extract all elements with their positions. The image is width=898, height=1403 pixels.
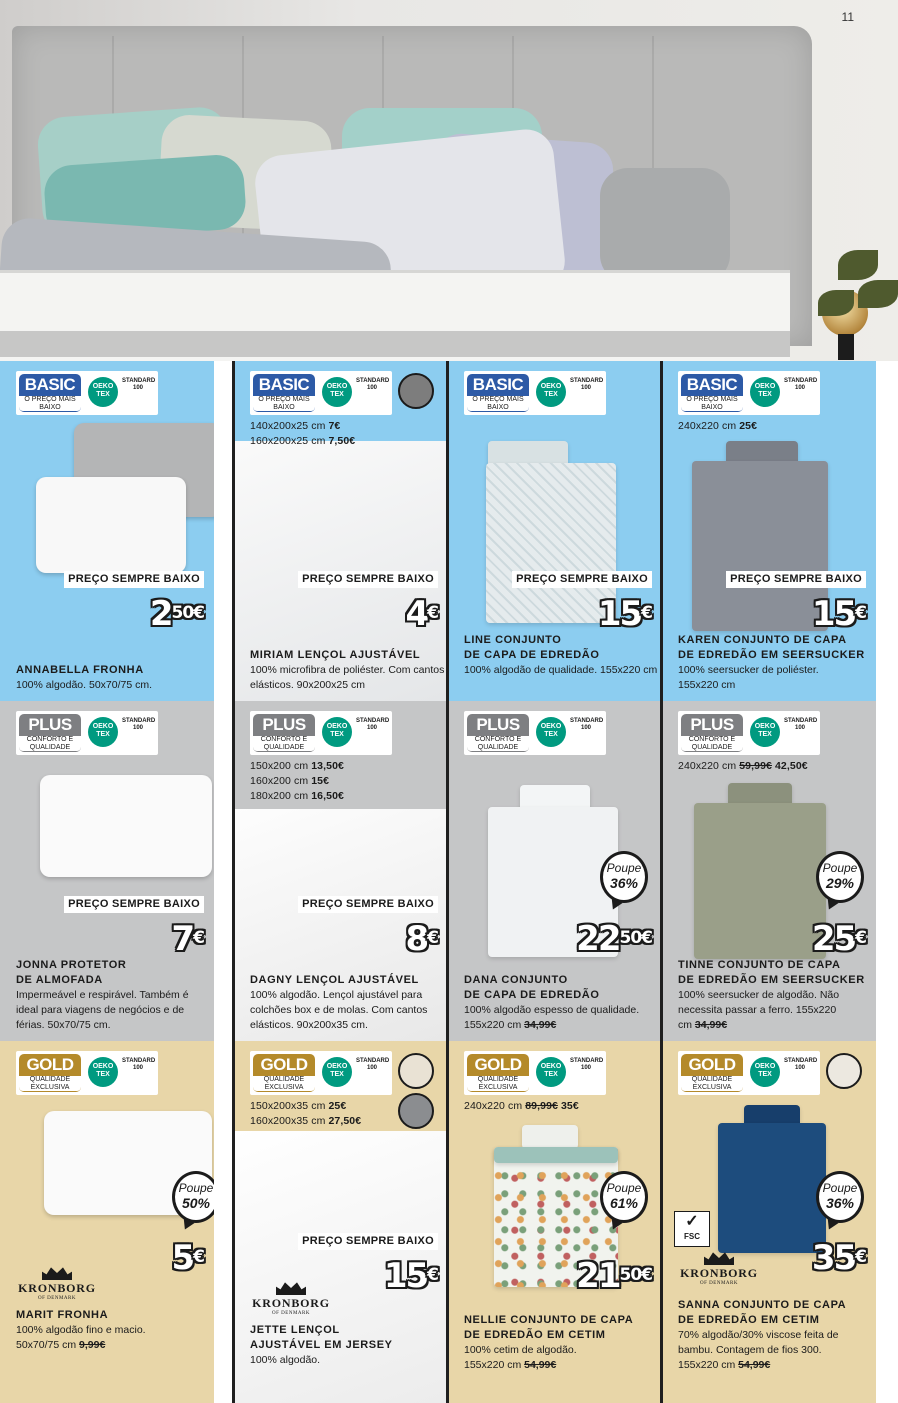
- product-title: DANA CONJUNTO: [464, 974, 568, 986]
- product-title-line2: AJUSTÁVEL EM JERSEY: [250, 1339, 393, 1351]
- oeko-tex-icon: OEKO TEX: [536, 717, 566, 747]
- product-card-jette[interactable]: [234, 1041, 448, 1403]
- color-swatch-cream[interactable]: [826, 1053, 862, 1089]
- product-card-tinne[interactable]: [662, 701, 876, 1041]
- tier-label-plus: PLUS CONFORTO E QUALIDADE OEKO TEX STANDARD 100: [678, 711, 820, 755]
- price: $2^{50€}$: [149, 594, 204, 634]
- tier-label-basic: BASIC O PREÇO MAIS BAIXO OEKO TEX STANDARD 100: [464, 371, 606, 415]
- product-card-karen[interactable]: [662, 361, 876, 701]
- product-title: KAREN CONJUNTO DE CAPA: [678, 634, 847, 646]
- tier-label-gold: GOLD QUALIDADE EXCLUSIVA OEKO TEX STANDARD 100: [464, 1051, 606, 1095]
- product-card-jonna[interactable]: [0, 701, 214, 1041]
- product-desc: 100% algodão. Lençol ajustável para colchões box e de molas. Com cantos elásticos. 90x200x35 cm.: [250, 989, 428, 1031]
- price: 15€: [811, 594, 866, 634]
- product-title-line2: DE CAPA DE EDREDÃO: [464, 989, 600, 1001]
- product-desc: 100% algodão de qualidade. 155x220 cm: [464, 664, 658, 676]
- discount-badge: Poupe 36%: [816, 1171, 864, 1223]
- tier-label-plus: PLUS CONFORTO E QUALIDADE OEKO TEX STANDARD 100: [464, 711, 606, 755]
- discount-badge: Poupe 50%: [172, 1171, 214, 1223]
- tier-label-basic: BASIC O PREÇO MAIS BAIXO OEKO TEX STANDARD 100: [678, 371, 820, 415]
- pillow-grey: [600, 168, 730, 283]
- price: $22^{50€}$: [576, 919, 652, 959]
- product-title-line2: DE EDREDÃO EM CETIM: [678, 1314, 820, 1326]
- product-title: JETTE LENÇOL: [250, 1324, 340, 1336]
- hero-photo: [0, 0, 898, 361]
- product-title: JONNA PROTETOR: [16, 959, 127, 971]
- column-divider: [232, 361, 235, 1403]
- price-ribbon: PREÇO SEMPRE BAIXO: [726, 571, 866, 588]
- product-desc: 100% algodão fino e macio. 50x70/75 cm 9,99€: [16, 1324, 146, 1351]
- size-variants: 150x200 cm 13,50€ 160x200 cm 15€ 180x200 cm 16,50€: [250, 760, 344, 802]
- product-title: TINNE CONJUNTO DE CAPA: [678, 959, 841, 971]
- product-desc: 100% algodão.: [250, 1354, 321, 1366]
- kronborg-logo: KRONBORG OF DENMARK: [246, 1281, 336, 1316]
- product-title: DAGNY LENÇOL AJUSTÁVEL: [250, 974, 419, 986]
- price: $21^{50€}$: [576, 1256, 652, 1296]
- product-desc: 100% algodão espesso de qualidade. 155x220 cm 34,99€: [464, 1004, 640, 1031]
- price: 15€: [383, 1256, 438, 1296]
- product-card-line[interactable]: [448, 361, 662, 701]
- price: 7€: [171, 919, 204, 959]
- product-title: MIRIAM LENÇOL AJUSTÁVEL: [250, 649, 421, 661]
- price-ribbon: PREÇO SEMPRE BAIXO: [64, 896, 204, 913]
- product-card-annabella[interactable]: [0, 361, 214, 701]
- mattress: [0, 270, 790, 361]
- product-card-sanna[interactable]: [662, 1041, 876, 1403]
- size-variants: 140x200x25 cm 7€ 160x200x25 cm 7,50€: [250, 420, 356, 447]
- tier-label-plus: PLUS CONFORTO E QUALIDADE OEKO TEX STANDARD 100: [16, 711, 158, 755]
- tier-label-plus: PLUS CONFORTO E QUALIDADE OEKO TEX STANDARD 100: [250, 711, 392, 755]
- product-desc: 100% seersucker de poliéster. 155x220 cm: [678, 664, 819, 691]
- color-swatch-grey[interactable]: [398, 1093, 434, 1129]
- oeko-tex-icon: OEKO TEX: [322, 717, 352, 747]
- column-divider: [660, 361, 663, 1403]
- oeko-tex-icon: OEKO TEX: [88, 377, 118, 407]
- oeko-tex-icon: OEKO TEX: [88, 1057, 118, 1087]
- oeko-tex-icon: OEKO TEX: [536, 377, 566, 407]
- kronborg-logo: KRONBORG OF DENMARK: [12, 1266, 102, 1301]
- fsc-logo: ✓ FSC: [674, 1211, 710, 1247]
- product-card-miriam[interactable]: [234, 361, 448, 701]
- product-desc: Impermeável e respirável. Também é ideal para viagens de negócios e de férias. 50x70/75 cm.: [16, 989, 189, 1031]
- discount-badge: Poupe 36%: [600, 851, 648, 903]
- oeko-tex-icon: OEKO TEX: [88, 717, 118, 747]
- column-divider: [446, 361, 449, 1403]
- product-title: ANNABELLA FRONHA: [16, 664, 144, 676]
- tier-label-gold: GOLD QUALIDADE EXCLUSIVA OEKO TEX STANDARD 100: [250, 1051, 392, 1095]
- product-card-dagny[interactable]: [234, 701, 448, 1041]
- color-swatch-grey[interactable]: [398, 373, 434, 409]
- size-variants: 240x220 cm 25€: [678, 420, 758, 432]
- oeko-tex-icon: OEKO TEX: [750, 377, 780, 407]
- discount-badge: Poupe 29%: [816, 851, 864, 903]
- product-title-line2: DE EDREDÃO EM SEERSUCKER: [678, 974, 865, 986]
- oeko-tex-icon: OEKO TEX: [536, 1057, 566, 1087]
- price: 35€: [811, 1238, 866, 1278]
- size-variants: 150x200x35 cm 25€ 160x200x35 cm 27,50€: [250, 1100, 362, 1127]
- product-desc: 70% algodão/30% viscose feita de bambu. Contagem de fios 300. 155x220 cm 54,99€: [678, 1329, 839, 1371]
- price-ribbon: PREÇO SEMPRE BAIXO: [298, 896, 438, 913]
- size-variants: 240x220 cm 59,99€ 42,50€: [678, 760, 808, 772]
- oeko-tex-icon: OEKO TEX: [322, 377, 352, 407]
- product-desc: 100% algodão. 50x70/75 cm.: [16, 679, 153, 691]
- product-title: NELLIE CONJUNTO DE CAPA: [464, 1314, 634, 1326]
- product-title-line2: DE CAPA DE EDREDÃO: [464, 649, 600, 661]
- tier-label-basic: BASIC O PREÇO MAIS BAIXO OEKO TEX STANDARD 100: [16, 371, 158, 415]
- price: 15€: [597, 594, 652, 634]
- kronborg-logo: KRONBORG OF DENMARK: [674, 1251, 764, 1286]
- tier-label-gold: GOLD QUALIDADE EXCLUSIVA OEKO TEX STANDARD 100: [678, 1051, 820, 1095]
- price: 25€: [811, 919, 866, 959]
- price-ribbon: PREÇO SEMPRE BAIXO: [64, 571, 204, 588]
- product-card-nellie[interactable]: [448, 1041, 662, 1403]
- product-title: MARIT FRONHA: [16, 1309, 109, 1321]
- price-ribbon: PREÇO SEMPRE BAIXO: [298, 571, 438, 588]
- plant: [818, 240, 898, 360]
- price-ribbon: PREÇO SEMPRE BAIXO: [512, 571, 652, 588]
- oeko-tex-icon: OEKO TEX: [750, 1057, 780, 1087]
- product-title-line2: DE EDREDÃO EM SEERSUCKER: [678, 649, 865, 661]
- oeko-tex-icon: OEKO TEX: [750, 717, 780, 747]
- price: 5€: [171, 1238, 204, 1278]
- product-grid: [0, 361, 898, 1403]
- product-desc: 100% seersucker de algodão. Não necessita passar a ferro. 155x220 cm 34,99€: [678, 989, 840, 1031]
- product-desc: 100% microfibra de poliéster. Com cantos elásticos. 90x200x25 cm: [250, 664, 445, 691]
- oeko-tex-icon: OEKO TEX: [322, 1057, 352, 1087]
- product-card-dana[interactable]: [448, 701, 662, 1041]
- product-title: LINE CONJUNTO: [464, 634, 562, 646]
- product-title-line2: DE ALMOFADA: [16, 974, 103, 986]
- color-swatch-beige[interactable]: [398, 1053, 434, 1089]
- price: 4€: [405, 594, 438, 634]
- discount-badge: Poupe 61%: [600, 1171, 648, 1223]
- product-card-marit[interactable]: [0, 1041, 214, 1403]
- price: 8€: [405, 919, 438, 959]
- product-desc: 100% cetim de algodão. 155x220 cm 54,99€: [464, 1344, 577, 1371]
- product-title-line2: DE EDREDÃO EM CETIM: [464, 1329, 606, 1341]
- product-title: SANNA CONJUNTO DE CAPA: [678, 1299, 847, 1311]
- tier-label-gold: GOLD QUALIDADE EXCLUSIVA OEKO TEX STANDARD 100: [16, 1051, 158, 1095]
- page-number: 11: [841, 10, 854, 24]
- size-variants: 240x220 cm 89,99€ 35€: [464, 1100, 579, 1112]
- price-ribbon: PREÇO SEMPRE BAIXO: [298, 1233, 438, 1250]
- tier-label-basic: BASIC O PREÇO MAIS BAIXO OEKO TEX STANDARD 100: [250, 371, 392, 415]
